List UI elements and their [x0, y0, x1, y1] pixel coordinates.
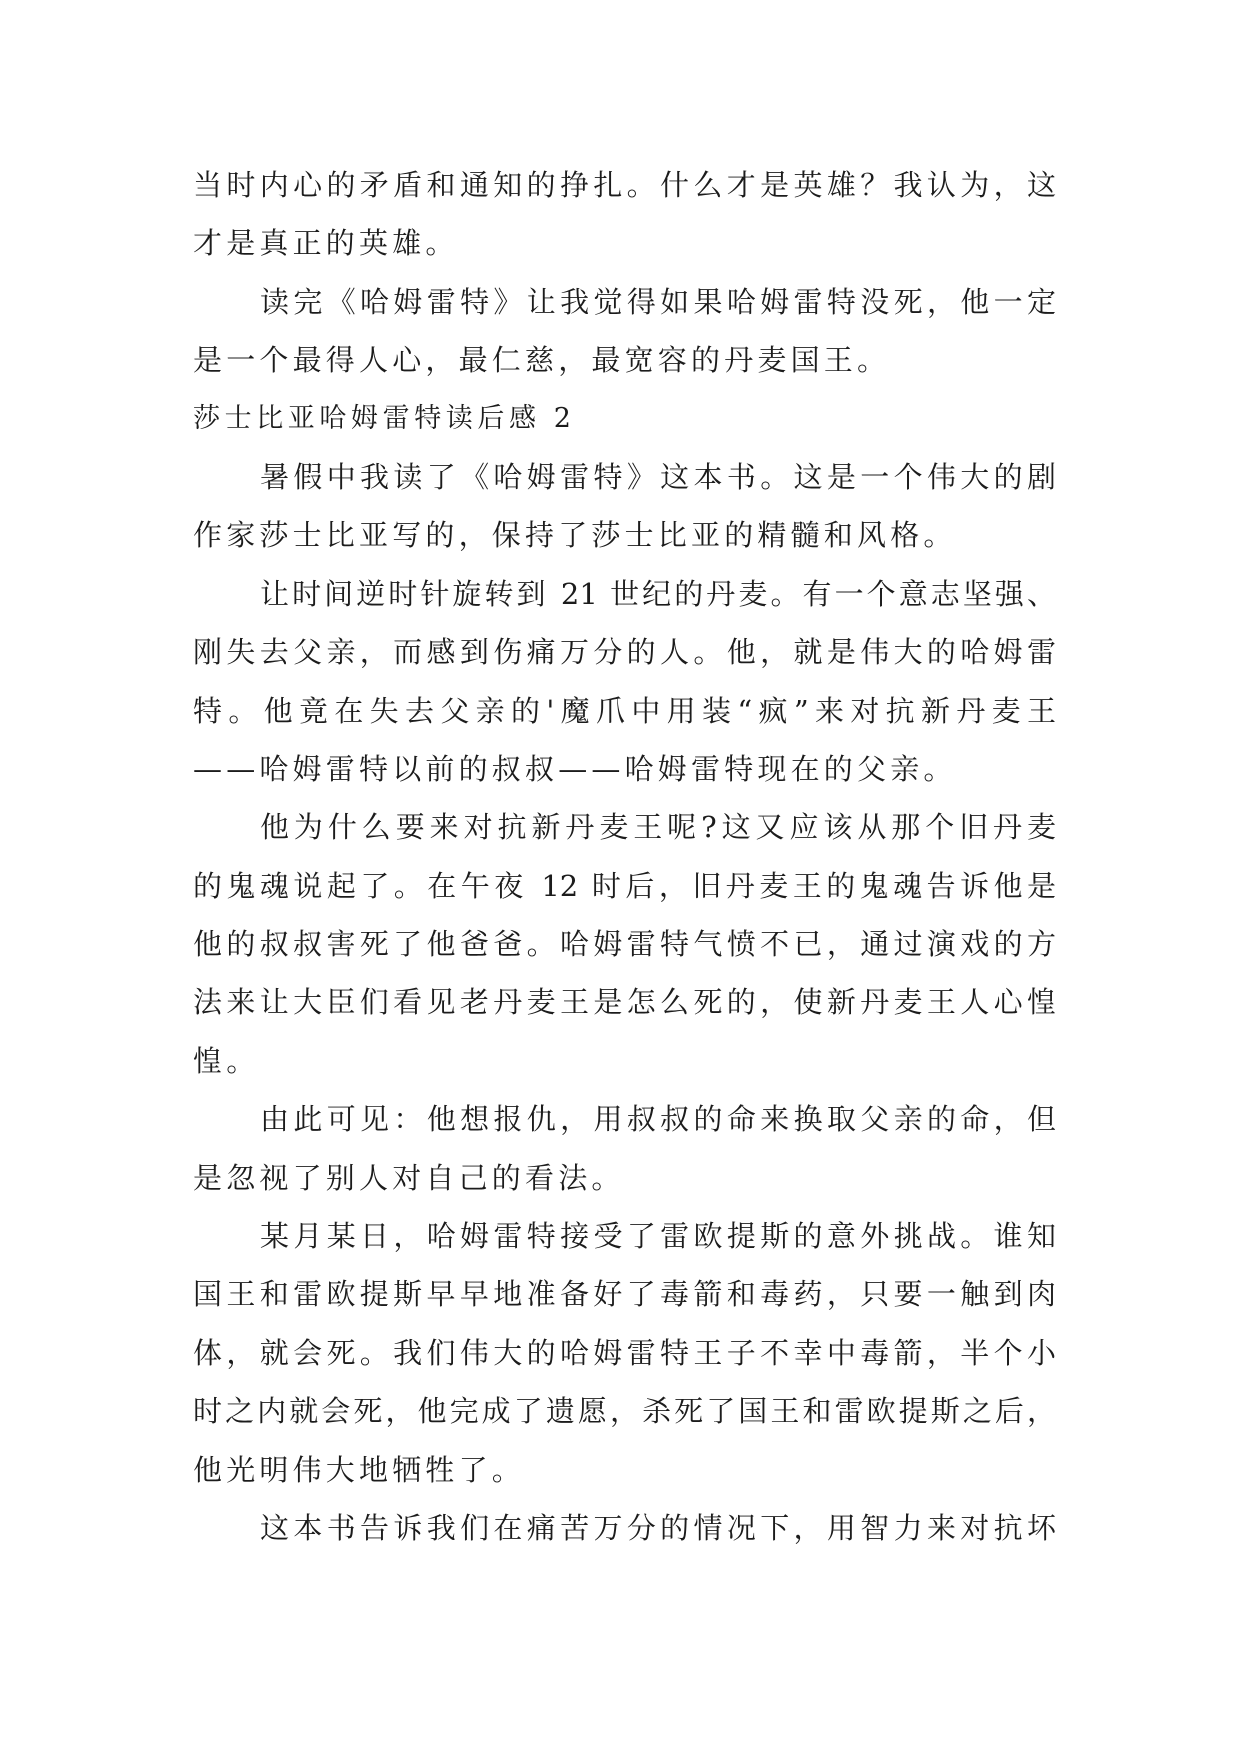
paragraph-line: ——哈姆雷特以前的叔叔——哈姆雷特现在的父亲。	[193, 751, 957, 786]
paragraph	[193, 1090, 1056, 1207]
paragraph-line: 是忽视了别人对自己的看法。	[193, 1160, 625, 1195]
paragraph-line: 暑假中我读了《哈姆雷特》这本书。这是一个伟大的剧	[260, 459, 1056, 494]
paragraph-line: 体，就会死。我们伟大的哈姆雷特王子不幸中毒箭，半个小	[193, 1335, 1056, 1370]
paragraph-line: 让时间逆时针旋转到 21 世纪的丹麦。有一个意志坚强、	[260, 576, 1056, 611]
paragraph-line: 他光明伟大地牺牲了。	[193, 1452, 526, 1487]
paragraph	[193, 156, 1056, 273]
paragraph-line: 这本书告诉我们在痛苦万分的情况下，用智力来对抗坏	[260, 1510, 1056, 1545]
paragraph-line: 的鬼魂说起了。在午夜 12 时后，旧丹麦王的鬼魂告诉他是	[193, 868, 1056, 903]
paragraph-line: 惶。	[193, 1043, 260, 1078]
paragraph-line: 法来让大臣们看见老丹麦王是怎么死的，使新丹麦王人心惶	[193, 985, 1056, 1020]
paragraph-line: 时之内就会死，他完成了遗愿，杀死了国王和雷欧提斯之后，	[193, 1394, 1056, 1429]
paragraph-line: 读完《哈姆雷特》让我觉得如果哈姆雷特没死，他一定	[260, 284, 1056, 319]
section-heading: 莎士比亚哈姆雷特读后感 2	[193, 402, 576, 434]
paragraph-line: 才是真正的英雄。	[193, 226, 459, 261]
paragraph-line: 某月某日，哈姆雷特接受了雷欧提斯的意外挑战。谁知	[260, 1219, 1056, 1254]
paragraph-line: 特。他竟在失去父亲的'魔爪中用装“疯”来对抗新丹麦王	[193, 693, 1056, 728]
paragraph	[193, 273, 1056, 390]
paragraph-line: 作家莎士比亚写的，保持了莎士比亚的精髓和风格。	[193, 518, 957, 553]
paragraph-line: 当时内心的矛盾和通知的挣扎。什么才是英雄？我认为，这	[193, 168, 1056, 202]
paragraph-line: 他的叔叔害死了他爸爸。哈姆雷特气愤不已，通过演戏的方	[193, 927, 1056, 962]
paragraph	[193, 565, 1056, 799]
paragraph	[193, 798, 1056, 1090]
paragraph	[193, 1207, 1056, 1499]
paragraph-line: 国王和雷欧提斯早早地准备好了毒箭和毒药，只要一触到肉	[193, 1277, 1056, 1312]
paragraph-line: 刚失去父亲，而感到伤痛万分的人。他，就是伟大的哈姆雷	[193, 635, 1056, 670]
paragraph-line: 他为什么要来对抗新丹麦王呢?这又应该从那个旧丹麦	[260, 810, 1056, 845]
text-column	[193, 156, 1056, 1557]
paragraph	[193, 1499, 1056, 1557]
paragraph	[193, 448, 1056, 565]
paragraph-line: 是一个最得人心，最仁慈，最宽容的丹麦国王。	[193, 343, 891, 378]
paragraph-line: 由此可见：他想报仇，用叔叔的命来换取父亲的命，但	[260, 1102, 1056, 1137]
